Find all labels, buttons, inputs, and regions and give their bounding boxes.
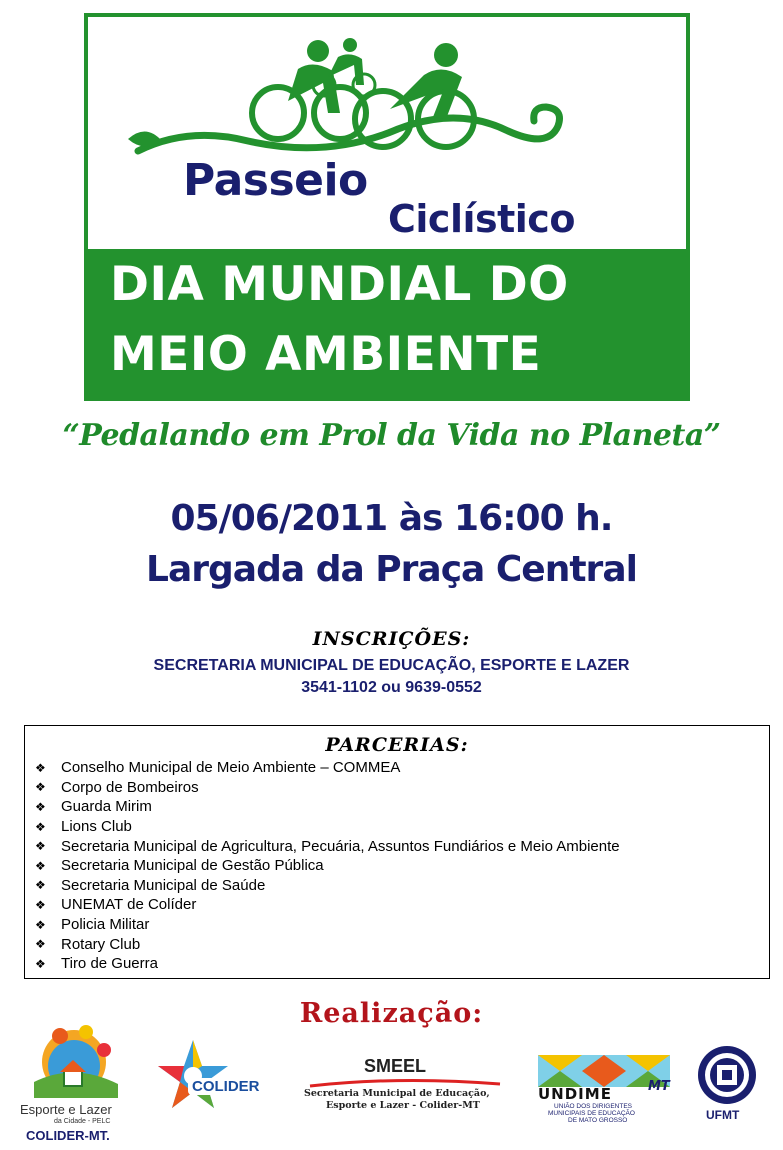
header-box xyxy=(84,13,690,401)
esporte-lazer-line2: da Cidade - PELC xyxy=(54,1118,111,1125)
list-item: ❖ Rotary Club xyxy=(35,935,141,953)
event-place: Largada da Praça Central xyxy=(146,549,637,590)
colider-logo xyxy=(158,1038,274,1120)
undime-line2: MUNICIPAIS DE EDUCAÇÃO xyxy=(548,1110,635,1117)
smeel-swoosh-icon xyxy=(300,1078,505,1088)
undime-logo xyxy=(534,1055,676,1125)
cyclists-logo-icon xyxy=(128,31,628,161)
diamond-bullet-icon: ❖ xyxy=(35,819,46,834)
event-title-line1: Passeio xyxy=(183,155,368,206)
diamond-bullet-icon: ❖ xyxy=(35,799,46,814)
colider-name: COLIDER xyxy=(188,1078,264,1095)
list-item: ❖ Corpo de Bombeiros xyxy=(35,778,199,796)
list-item: ❖ Conselho Municipal de Meio Ambiente – COMMEA xyxy=(35,759,401,777)
slogan: “Pedalando em Prol da Vida no Planeta” xyxy=(62,418,721,453)
list-item: ❖ Policia Militar xyxy=(35,916,150,934)
ufmt-emblem-icon xyxy=(694,1044,760,1106)
ufmt-logo xyxy=(694,1044,760,1126)
undime-name: UNDIME xyxy=(538,1085,612,1103)
inscricoes-title: INSCRIÇÕES: xyxy=(312,628,471,650)
realizacao-title: Realização: xyxy=(299,998,484,1029)
diamond-bullet-icon: ❖ xyxy=(35,878,46,893)
diamond-bullet-icon: ❖ xyxy=(35,760,46,775)
inscricoes-phones: 3541-1102 ou 9639-0552 xyxy=(301,679,482,696)
list-item: ❖ Guarda Mirim xyxy=(35,798,152,816)
band-title-line2: MEIO AMBIENTE xyxy=(110,327,542,382)
partners-box xyxy=(24,725,770,979)
undime-line1: UNIÃO DOS DIRIGENTES xyxy=(554,1103,633,1110)
list-item: ❖ UNEMAT de Colíder xyxy=(35,896,197,914)
event-logo xyxy=(88,17,686,249)
partners-title: PARCERIAS: xyxy=(325,734,469,756)
event-title-line2: Ciclístico xyxy=(388,197,575,241)
list-item: ❖ Secretaria Municipal de Gestão Pública xyxy=(35,857,324,875)
partners-list xyxy=(35,758,620,974)
list-item: ❖ Secretaria Municipal de Saúde xyxy=(35,876,266,894)
list-item: ❖ Tiro de Guerra xyxy=(35,955,158,973)
diamond-bullet-icon: ❖ xyxy=(35,858,46,873)
event-date-time: 05/06/2011 às 16:00 h. xyxy=(170,498,613,539)
list-item: ❖ Lions Club xyxy=(35,818,132,836)
title-band xyxy=(88,249,686,397)
ufmt-name: UFMT xyxy=(706,1108,740,1122)
diamond-bullet-icon: ❖ xyxy=(35,917,46,932)
diamond-bullet-icon: ❖ xyxy=(35,956,46,971)
diamond-bullet-icon: ❖ xyxy=(35,897,46,912)
diamond-bullet-icon: ❖ xyxy=(35,937,46,952)
inscricoes-organization: SECRETARIA MUNICIPAL DE EDUCAÇÃO, ESPORTE E LAZER xyxy=(153,657,630,674)
smeel-logo xyxy=(300,1056,505,1116)
esporte-lazer-line1: Esporte e Lazer xyxy=(20,1102,112,1117)
esporte-lazer-line3: COLIDER-MT. xyxy=(26,1128,110,1143)
diamond-bullet-icon: ❖ xyxy=(35,839,46,854)
smeel-name: SMEEL xyxy=(364,1056,427,1076)
undime-line3: DE MATO GROSSO xyxy=(568,1117,628,1124)
undime-suffix: MT xyxy=(648,1079,670,1094)
diamond-bullet-icon: ❖ xyxy=(35,780,46,795)
smeel-line1: Secretaria Municipal de Educação, xyxy=(304,1088,490,1099)
band-title-line1: DIA MUNDIAL DO xyxy=(110,257,569,312)
list-item: ❖ Secretaria Municipal de Agricultura, Pecuária, Assuntos Fundiários e Meio Ambiente xyxy=(35,837,620,855)
smeel-line2: Esporte e Lazer - Colider-MT xyxy=(326,1100,480,1111)
esporte-lazer-logo xyxy=(20,1022,130,1146)
esporte-lazer-emblem-icon xyxy=(20,1022,130,1098)
